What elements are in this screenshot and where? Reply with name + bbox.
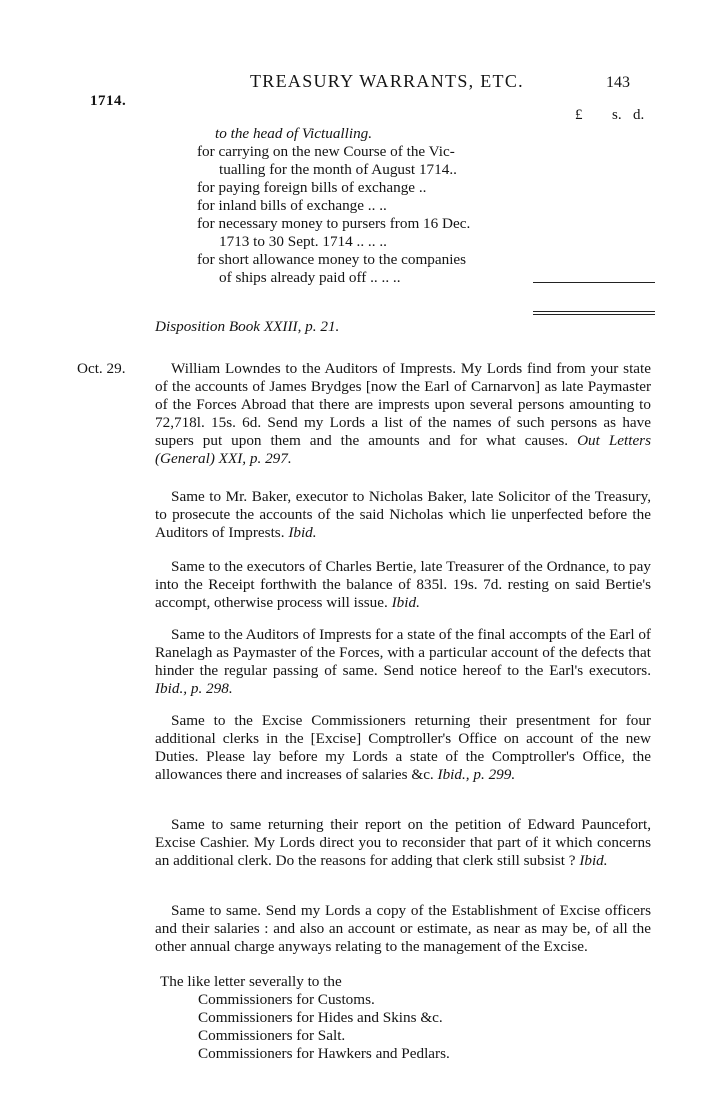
- letter-paragraph: [155, 712, 651, 784]
- ledger-entry-line: for necessary money to pursers from 16 Dec.: [197, 215, 471, 232]
- ledger-entry-line: for inland bills of exchange .. ..: [197, 197, 387, 214]
- paragraph-text: Same to same returning their report on the petition of Edward Pauncefort, Excise Cashier. My Lords direct you to reconsider that part of it which concerns an additional clerk. Do the reasons for adding that clerk still subsist ?: [155, 816, 651, 869]
- letter-paragraph: [155, 902, 651, 956]
- letter-paragraph: [155, 360, 651, 468]
- sum-rule: [533, 282, 655, 283]
- margin-date: Oct. 29.: [77, 360, 126, 377]
- letter-paragraph: [155, 488, 651, 542]
- running-year: 1714.: [90, 93, 127, 109]
- ledger-amount: [0, 233, 728, 251]
- paragraph-text: William Lowndes to the Auditors of Imprests. My Lords find from your state of the accounts of James Brydges [now the Earl of Carnarvon] as late Paymaster of the Forces Abroad that there are imprests upon several persons amounting to 72,718l. 15s. 6d. Send my Lords a list of the names of such persons as have supers put upon them and the amounts and for what causes.: [155, 360, 651, 449]
- paragraph-text: Same to the Excise Commissioners returning their presentment for four additional clerks in the [Excise] Comptroller's Office on account of the new Duties. Please lay before my Lords a state of the Comptroller's Office, the allowances there and increases of salaries &c.: [155, 712, 651, 783]
- letter-paragraph: [155, 816, 651, 870]
- pounds-column-header: £: [575, 107, 583, 123]
- running-title: TREASURY WARRANTS, ETC.: [250, 71, 524, 91]
- ledger-amount: [0, 161, 728, 179]
- recipient-line: Commissioners for Hides and Skins &c.: [198, 1009, 443, 1026]
- recipient-line: Commissioners for Salt.: [198, 1027, 346, 1044]
- sub-heading: to the head of Victualling.: [215, 125, 373, 142]
- page-number: 143: [606, 74, 630, 91]
- ledger-amount: [0, 179, 728, 197]
- ledger-entry-line: for short allowance money to the companies: [197, 251, 467, 268]
- paragraph-reference: Ibid.: [288, 524, 317, 541]
- total-rule-bottom: [533, 314, 655, 315]
- recipient-line: Commissioners for Customs.: [198, 991, 375, 1008]
- total-rule-top: [533, 311, 655, 312]
- pence-column-header: d.: [633, 107, 645, 123]
- paragraph-reference: Ibid.: [391, 594, 420, 611]
- disposition-reference: Disposition Book XXIII, p. 21.: [155, 318, 340, 335]
- paragraph-text: Same to the executors of Charles Bertie, late Treasurer of the Ordnance, to pay into the Receipt forthwith the balance of 835l. 19s. 7d. resting on said Bertie's accompt, otherwise process will issue.: [155, 558, 651, 611]
- paragraph-reference: Ibid.: [579, 852, 608, 869]
- shillings-column-header: s.: [612, 107, 622, 123]
- letter-paragraph: [155, 626, 651, 698]
- ledger-entry-line: 1713 to 30 Sept. 1714 .. .. ..: [219, 233, 387, 250]
- paragraph-reference: Ibid., p. 298.: [155, 680, 233, 697]
- like-letter-line: The like letter severally to the: [160, 973, 342, 990]
- paragraph-text: Same to the Auditors of Imprests for a state of the final accompts of the Earl of Ranelagh as Paymaster of the Forces, with a particular account of the defects that hinder the regular passing of same. Send notice hereof to the Earl's executors.: [155, 626, 651, 679]
- ledger-entry-line: of ships already paid off .. .. ..: [219, 269, 401, 286]
- ledger-entry-line: for carrying on the new Course of the Vic-: [197, 143, 455, 160]
- ledger-amount: [0, 269, 728, 287]
- ledger-entry-line: for paying foreign bills of exchange ..: [197, 179, 427, 196]
- recipient-line: Commissioners for Hawkers and Pedlars.: [198, 1045, 450, 1062]
- ledger-entry-line: tualling for the month of August 1714..: [219, 161, 457, 178]
- ledger-amount: [0, 197, 728, 215]
- paragraph-text: Same to same. Send my Lords a copy of the Establishment of Excise officers and their salaries : and also an account or estimate, as near as may be, of all the other annual charge anyways relating to the management of the Excise.: [155, 902, 651, 955]
- paragraph-text: Same to Mr. Baker, executor to Nicholas Baker, late Solicitor of the Treasury, to prosecute the accounts of the said Nicholas which lie unperfected before the Auditors of Imprests.: [155, 488, 651, 541]
- ledger-total: [0, 289, 728, 307]
- letter-paragraph: [155, 558, 651, 612]
- paragraph-reference: Ibid., p. 299.: [437, 766, 516, 783]
- paragraph-reference: Out Letters (General) XXI, p. 297.: [155, 432, 652, 467]
